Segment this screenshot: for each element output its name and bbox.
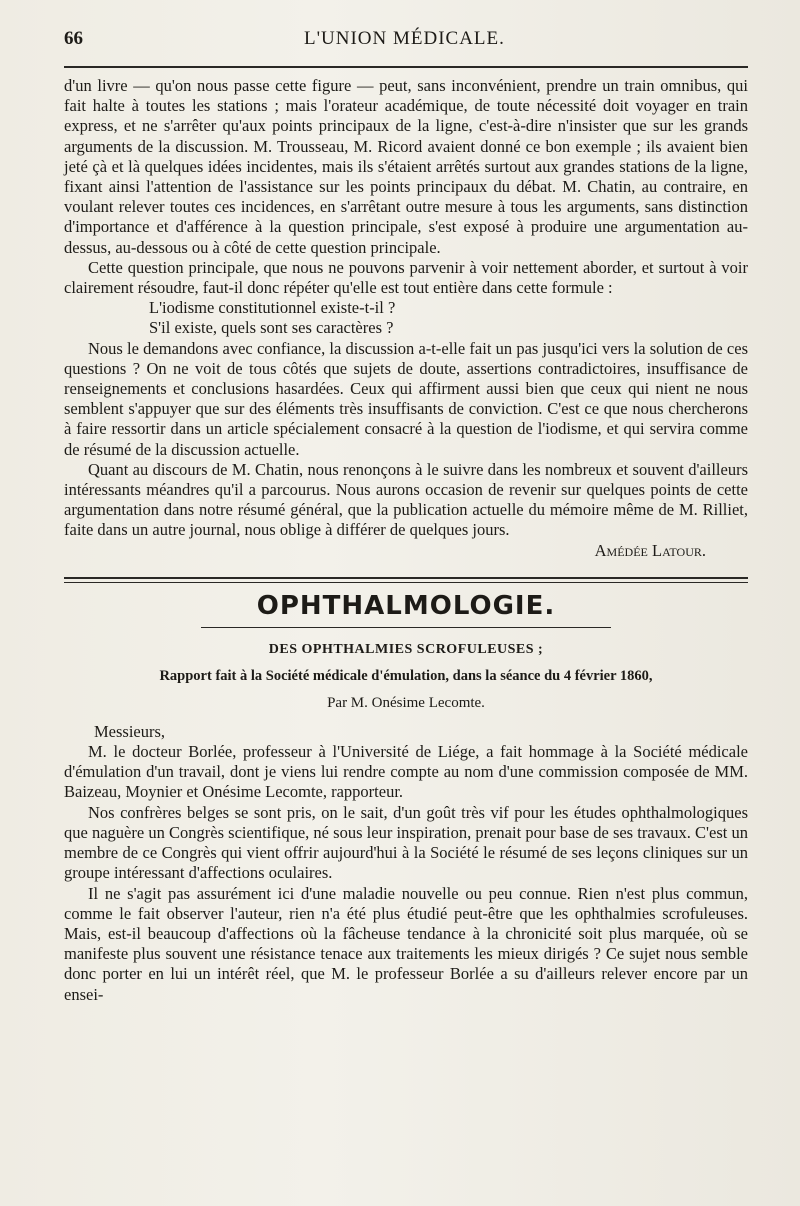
separator-rule	[64, 582, 748, 583]
article-subtitle: DES OPHTHALMIES SCROFULEUSES ;	[268, 641, 544, 657]
paragraph: Cette question principale, que nous ne pouvons parvenir à voir nettement aborder, et surtout à voir clairement résoudre, faut-il donc répéter qu'elle est tout entière dans cette formule :	[64, 257, 748, 298]
separator-rule	[64, 577, 748, 579]
journal-title: L'UNION MÉDICALE.	[304, 28, 505, 49]
section-separator	[64, 577, 748, 583]
paragraph: Nos confrères belges se sont pris, on le sait, d'un goût très vif pour les études ophthalmologiques que naguère un Congrès scientifique, né sous leur inspiration, prenait pour base de ses travaux. C'est un membre de ce Congrès qui vient offrir aujourd'hui à la Société le résumé de ses leçons cliniques sur un groupe intéressant d'affections oculaires.	[64, 802, 748, 883]
title-rule	[201, 627, 611, 628]
running-head	[64, 28, 748, 62]
question-line: S'il existe, quels sont ses caractères ?	[149, 318, 394, 338]
section-title: OPHTHALMOLOGIE.	[256, 590, 556, 621]
article-ophthalmies	[64, 722, 748, 1005]
page-number: 66	[64, 28, 83, 49]
author-line: Par M. Onésime Lecomte.	[327, 694, 485, 711]
salutation: Messieurs,	[94, 721, 166, 741]
paragraph: M. le docteur Borlée, professeur à l'Université de Liége, a fait hommage à la Société médicale d'émulation d'un travail, dont je viens lui rendre compte au nom d'une commission composée de MM. Baizeau, Moynier et Onésime Lecomte, rapporteur.	[64, 742, 748, 802]
question-line: L'iodisme constitutionnel existe-t-il ?	[149, 298, 396, 318]
header-rule	[64, 66, 748, 68]
paragraph: Nous le demandons avec confiance, la discussion a-t-elle fait un pas jusqu'ici vers la solution de ces questions ? On ne voit de tous côtés que sujets de doute, assertions contradictoires, insuffisance de renseignements et conclusions hasardées. Ceux qui affirment aussi bien que ceux qui nient ne nous semblent s'appuyer que sur des éléments très insuffisants de conviction. C'est ce que nous chercherons à faire ressortir dans un article spécialement consacré à la question de l'iodisme, et qui servira comme de résumé de la discussion actuelle.	[64, 338, 748, 459]
report-line: Rapport fait à la Société médicale d'émulation, dans la séance du 4 février 1860,	[159, 667, 653, 684]
paragraph: Quant au discours de M. Chatin, nous renonçons à le suivre dans les nombreux et souvent d'ailleurs intéressants méandres qu'il a parcourus. Nous aurons occasion de revenir sur quelques points de cette argumentation dans notre résumé général, que la publication actuelle du mémoire même de M. Rilliet, faite dans un autre journal, nous oblige à différer de quelques jours.	[64, 459, 748, 540]
signature: Amédée Latour.	[594, 540, 706, 560]
article-iodisme	[64, 76, 748, 561]
paragraph: d'un livre — qu'on nous passe cette figure — peut, sans inconvénient, prendre un train omnibus, qui fait halte à toutes les stations ; mais l'orateur académique, de toute nécessité doit voyager en train express, et ne s'arrêter qu'aux points principaux de la ligne, c'est-à-dire n'insister que sur les grands arguments de la discussion. M. Trousseau, M. Ricord avaient donné ce bon exemple ; ils avaient bien jeté çà et là quelques idées incidentes, mais ils s'étaient arrêtés surtout aux grandes stations de la ligne, fixant ainsi l'attention de l'assistance sur les points principaux du débat. M. Chatin, au contraire, en voulant relever toutes ces incidences, en s'arrêtant outre mesure à tous les arguments, sans distinction d'importance et d'afférence à la question principale, s'est exposé à produire une argumentation au-dessus, au-dessous ou à côté de cette question principale.	[64, 76, 748, 257]
paragraph: Il ne s'agit pas assurément ici d'une maladie nouvelle ou peu connue. Rien n'est plus commun, comme le fait observer l'auteur, rien n'a été plus étudié peut-être que les ophthalmies scrofuleuses. Mais, est-il beaucoup d'affections où la fâcheuse tendance à la chronicité soit plus marquée, où se manifeste plus souvent une résistance tenace aux traitements les mieux dirigés ? Ce sujet nous semble donc porter en lui un intérêt réel, que M. le professeur Borlée a su d'ailleurs relever encore par un ensei-	[64, 883, 748, 1004]
